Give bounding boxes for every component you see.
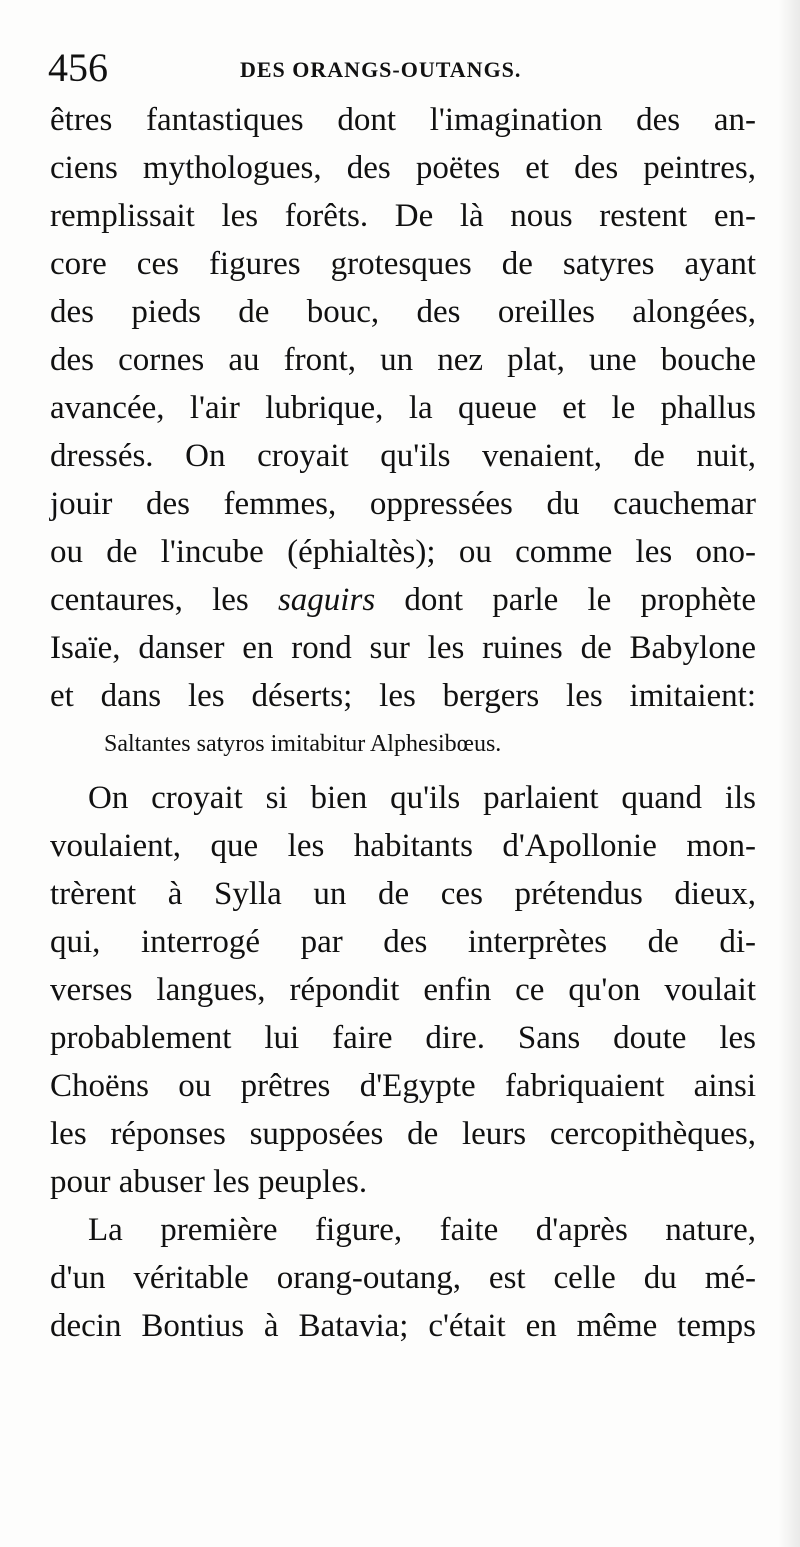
page-number: 456 [48,45,108,90]
text-line: core ces figures grotesques de satyres ayant [50,246,756,282]
text-line [50,576,756,624]
page-edge-shadow [778,0,800,1547]
text-line: remplissait les forêts. De là nous restent en- [50,198,756,234]
text-line: dressés. On croyait qu'ils venaient, de nuit, [50,438,756,474]
text-line: des pieds de bouc, des oreilles alongées, [50,294,756,330]
text-line: des cornes au front, un nez plat, une bouche [50,342,756,378]
text-line: verses langues, répondit enfin ce qu'on voulait [50,972,756,1008]
text-line: On croyait si bien qu'ils parlaient quand ils [88,780,756,816]
body-text [50,96,756,1350]
latin-quotation: Saltantes satyros imitabitur Alphesibœus. [104,731,502,757]
italic-word: saguirs [277,582,376,618]
text-line: êtres fantastiques dont l'imagination des an- [50,102,756,138]
text-line: les réponses supposées de leurs cercopithèques, [50,1116,756,1152]
text-line: d'un véritable orang-outang, est celle du mé- [50,1260,756,1296]
text-line: qui, interrogé par des interprètes de di- [50,924,756,960]
text-line: ou de l'incube (éphialtès); ou comme les ono- [50,534,756,570]
text-line: trèrent à Sylla un de ces prétendus dieux, [50,876,756,912]
text-line: jouir des femmes, oppressées du cauchemar [50,486,756,522]
text-line: decin Bontius à Batavia; c'était en même temps [50,1308,756,1344]
running-title: DES ORANGS-OUTANGS. [240,57,522,82]
text-line: Isaïe, danser en rond sur les ruines de Babylone [50,630,756,666]
running-head [48,46,748,90]
text-line: avancée, l'air lubrique, la queue et le phallus [50,390,756,426]
text-line: pour abuser les peuples. [50,1164,368,1200]
text-line: et dans les déserts; les bergers les imitaient: [50,678,756,714]
text-line: voulaient, que les habitants d'Apollonie mon- [50,828,756,864]
text-fragment: dont parle le prophète [375,582,756,618]
text-line: probablement lui faire dire. Sans doute les [50,1020,756,1056]
text-line: Choëns ou prêtres d'Egypte fabriquaient ainsi [50,1068,756,1104]
text-line: La première figure, faite d'après nature, [88,1212,756,1248]
text-line: ciens mythologues, des poëtes et des peintres, [50,150,756,186]
text-fragment: centaures, les [50,582,278,618]
